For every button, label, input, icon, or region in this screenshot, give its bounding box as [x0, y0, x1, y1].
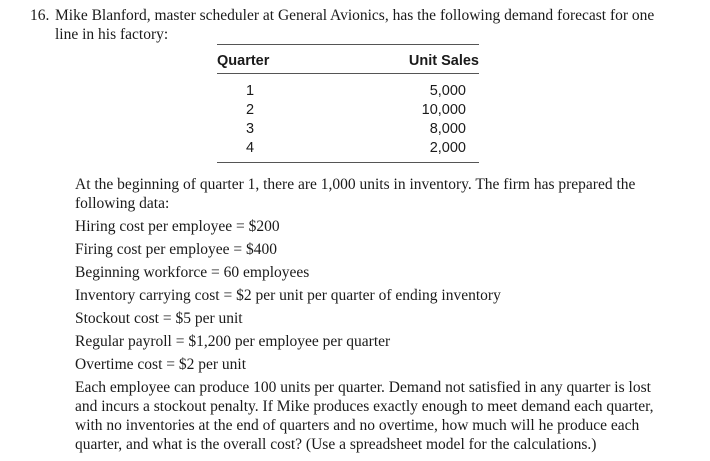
- table-row: [217, 120, 479, 139]
- problem-number: 16.: [30, 7, 50, 24]
- quarter-cell: 4: [246, 140, 255, 156]
- hiring-cost-line: Hiring cost per employee = $200: [75, 218, 280, 235]
- beginning-workforce-line: Beginning workforce = 60 employees: [75, 264, 310, 281]
- problem-intro: Mike Blanford, master scheduler at General Avionics, has the following demand forecast for one line in his factory:: [55, 7, 655, 43]
- firing-cost-line: Firing cost per employee = $400: [75, 241, 278, 258]
- table-row: [217, 82, 479, 101]
- unit-sales-cell: 2,000: [429, 140, 466, 156]
- regular-payroll-line: Regular payroll = $1,200 per employee per quarter: [75, 333, 391, 350]
- unit-sales-cell: 8,000: [429, 121, 466, 137]
- problem-question: Each employee can produce 100 units per quarter. Demand not satisfied in any quarter is lost and incurs a stockout penalty. If Mike produces exactly enough to meet demand each quarter, with no inventories at the end of quarters and no overtime, how much will he produce each quarter, and what is the overall cost? (Use a spreadsheet model for the calculations.): [75, 379, 654, 453]
- quarter-cell: 3: [246, 121, 255, 137]
- inventory-lead-text: At the beginning of quarter 1, there are 1,000 units in inventory. The firm has prepared the following data:: [75, 176, 636, 212]
- table-header: [217, 45, 479, 69]
- overtime-cost-line: Overtime cost = $2 per unit: [75, 356, 247, 373]
- column-header-quarter: Quarter: [217, 53, 270, 69]
- table-row: [217, 139, 479, 158]
- unit-sales-cell: 10,000: [421, 102, 466, 118]
- quarter-cell: 1: [246, 83, 255, 99]
- table-bottom-rule: [217, 162, 479, 163]
- inventory-carrying-cost-line: Inventory carrying cost = $2 per unit per quarter of ending inventory: [75, 287, 501, 304]
- problem-body: [75, 175, 675, 454]
- stockout-cost-line: Stockout cost = $5 per unit: [75, 310, 243, 327]
- table-body: [217, 74, 479, 158]
- unit-sales-cell: 5,000: [429, 83, 466, 99]
- problem-header: [30, 6, 673, 44]
- column-header-unit-sales: Unit Sales: [408, 53, 479, 69]
- quarter-cell: 2: [246, 102, 255, 118]
- demand-forecast-table: [217, 44, 479, 163]
- table-row: [217, 101, 479, 120]
